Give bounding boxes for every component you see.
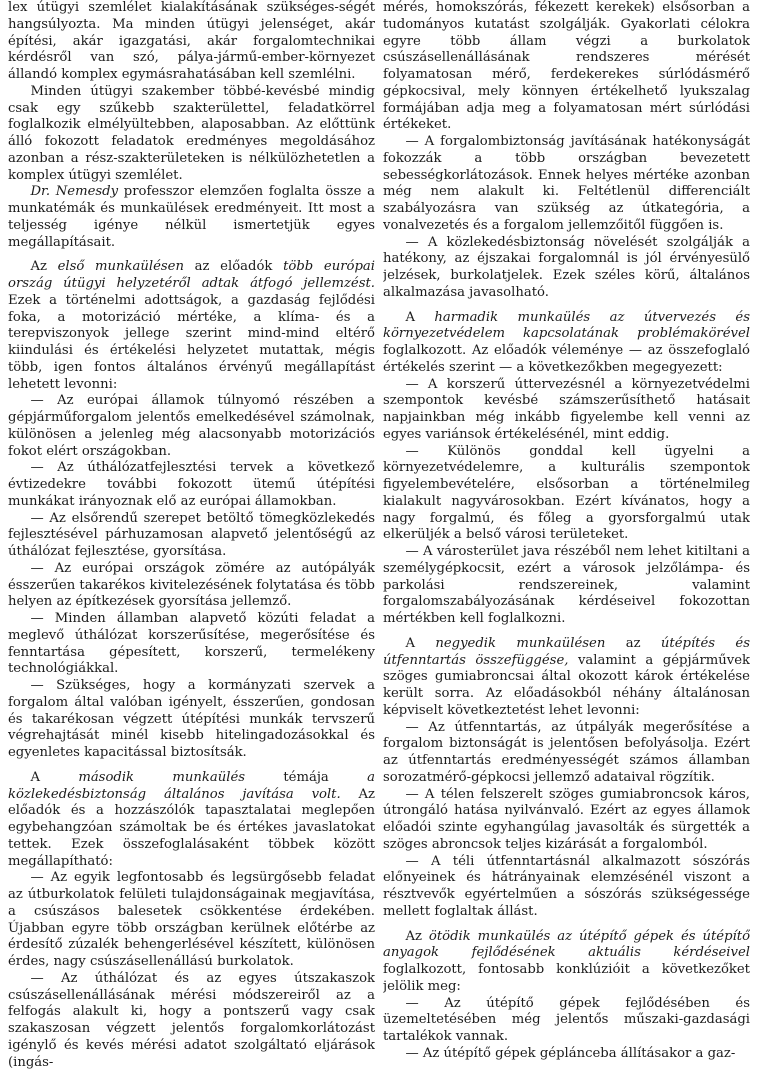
paragraph-text: Az: [405, 928, 429, 944]
emphasized-text: második munkaülés: [78, 769, 246, 785]
paragraph-text: Ezek a történelmi adottságok, a gazdaság fejlődési foka, a motorizáció mértéke, a klíma- és a terepviszonyok jellege szerint mind-mind eltérő kiindulási és értékelési helyzetet mutattak, mégis több, igen fontos általános érvényű megállapítást lehetett levonni:: [8, 292, 375, 392]
emphasized-text: útépítés és útfenntartás összefüggése,: [383, 635, 750, 668]
paragraph-text: — A városterület java részéből nem lehet kitiltani a személygépkocsit, ezért a városok jelzőlámpa- és parkolási rendszereinek, valamint forgalomszabályozásának kérdéseivel fokozottan mértékben kell foglalkozni.: [383, 544, 750, 626]
paragraph-text: lex útügyi szemlélet kialakításának szükséges-ségét hangsúlyozta. Ma minden útügyi jelenséget, akár építési, akár igazgatási, akár forgalomtechnikai kérdésről van szó, pálya-jármű-ember-környezet állandó komplex egymásrahatásában kell szemlélni.: [8, 0, 375, 82]
paragraph: [383, 310, 750, 377]
paragraph: [8, 393, 375, 460]
paragraph-text: — Az elsőrendű szerepet betöltő tömegközlekedés fejlesztésével párhuzamosan alapvető jelentőségű az úthálózat fejlesztése, gyorsítása.: [8, 510, 375, 559]
paragraph: [8, 259, 375, 393]
paragraph-text: — Szükséges, hogy a kormányzati szervek a forgalom által valóban igényelt, ésszerűen, gondosan és takarékosan végzett útépítési munkák tervszerű végrehajtását minél kisebb hitelingadozásokkal és egyenletes kapacitással biztosítsák.: [8, 678, 375, 760]
paragraph: [8, 0, 375, 84]
paragraph-text: — Az útépítő gépek fejlődésében és üzemeltetésében még jelentős műszaki-gazdasági tartalékok vannak.: [383, 995, 750, 1044]
paragraph-text: foglalkozott. Az előadók véleménye — az összefoglaló értékelés szerint — a következőkben megegyezett:: [383, 343, 750, 375]
paragraph-text: — Minden államban alapvető közúti feladat a meglevő úthálózat korszerűsítése, megerősítése és fenntartása gépesített, korszerű, termelékeny technológiákkal.: [8, 611, 375, 677]
paragraph: [383, 787, 750, 854]
paragraph: [383, 544, 750, 628]
paragraph-text: Az előadók és a hozzászólók tapasztalatai meglepően egybehangzóan számoltak be és értékes javaslatokat tettek. Ezek összefoglalásaként többek között megállapítható:: [8, 786, 375, 869]
paragraph: [8, 561, 375, 611]
text-column-right: [383, 0, 750, 1088]
paragraph-text: — Az úthálózatfejlesztési tervek a következő évtizedekre további fokozott ütemű útépítési munkákat irányoznak elő az európai államokban.: [8, 460, 375, 509]
paragraph: [8, 971, 375, 1072]
paragraph-text: A: [405, 635, 436, 651]
paragraph: [383, 134, 750, 235]
paragraph: [8, 870, 375, 971]
paragraph: [8, 678, 375, 762]
paragraph-text: professzor elemzően foglalta össze a munkatémák és munkaülések eredményeit. Itt most a teljesség igénye nélkül ismertetjük egyes megállapításait.: [8, 184, 375, 250]
paragraph-text: Minden útügyi szakember többé-kevésbé mindig csak egy szűkebb szakterülettel, feladatkörrel foglalkozik elmélyültebben, alaposabban. Az előttünk álló fokozott feladatok eredményes megoldásához azonban a rész-szakterületeken is nélkülözhetetlen a komplex útügyi szemlélet.: [8, 83, 375, 183]
emphasized-text: negyedik munkaülésen: [435, 635, 606, 651]
paragraph: [8, 184, 375, 251]
paragraph: [383, 1046, 750, 1063]
emphasized-text: ötödik munkaülés az útépítő gépek és útépítő anyagok fejlődésének aktuális kérdéseivel: [383, 928, 750, 961]
paragraph: [383, 0, 750, 134]
paragraph-text: A: [30, 769, 79, 785]
emphasized-text: harmadik munkaülés az útvervezés és környezetvédelem kapcsolatának problémakörével: [383, 309, 750, 342]
paragraph: [383, 377, 750, 444]
paragraph-text: A: [405, 309, 435, 325]
emphasized-text: több európai ország útügyi helyzetéről adtak átfogó jellemzést.: [8, 259, 375, 291]
paragraph: [383, 996, 750, 1046]
paragraph-text: — A télen felszerelt szöges gumiabroncsok káros, útrongáló hatása nyilvánvaló. Ezért az egyes államok előadói szinte egyhangúlag javasolták és sürgették a szöges abroncsok teljes kizárását a forgalomból.: [383, 786, 750, 852]
paragraph: [383, 854, 750, 921]
paragraph-text: — Az útfenntartás, az útpályák megerősítése a forgalom biztonságát is jelentősen befolyásolja. Ezért az útfenntartás eredményességét számos államban sorozatmérő-gépkocsi jellemző adataival rögzítik.: [383, 719, 750, 785]
paragraph: [8, 84, 375, 185]
paragraph: [8, 511, 375, 561]
paragraph-text: mérés, homokszórás, fékezett kerekek) elsősorban a tudományos kutatást szolgálják. Gyakorlati célokra egyre több állam végzi a burkolatok csúszásellenállásának rendszeres mérését folyamatosan mérő, ferdekerekes súrlódásmérő gépkocsival, mely könnyen értékelhető lyukszalag formájában adja meg a folyamatosan mért súrlódási értékeket.: [383, 0, 750, 133]
paragraph: [8, 611, 375, 678]
paragraph-text: — A közlekedésbiztonság növelését szolgálják a hatékony, az éjszakai forgalomnál is jól érvényesülő jelzések, burkolatjelek. Ezek széles körű, általános alkalmazása javasolható.: [383, 234, 750, 300]
paragraph: [8, 460, 375, 510]
paragraph-text: — Az úthálózat és az egyes útszakaszok csúszásellenállásának mérési módszereiről az a felfogás alakult ki, hogy a pontszerű vagy csak szakaszosan végzett jelentős forgalomkorlátozást igénylő és kevés mérési adatot szolgáltató eljárások (ingás-: [8, 970, 375, 1070]
paragraph-text: — Különös gonddal kell ügyelni a környezetvédelemre, a kulturális szempontok figyelembevételére, elsősorban a történelmileg kialakult nagyvárosokban. Ezért kívánatos, hogy a nagy forgalmú, és főleg a gyorsforgalmú utak elkerüljék a belső városi területeket.: [383, 443, 750, 543]
paragraph-text: — Az útépítő gépek géplánceba állításakor a gaz-: [405, 1045, 736, 1061]
paragraph-text: — A forgalombiztonság javításának hatékonyságát fokozzák a több országban bevezetett sebességkorlátozások. Ennek helyes mértéke azonban még nem alakult ki. Feltétlenül differenciált szabályozásra van szükség az útkategória, a vonalvezetés és a forgalom jellemzőitől függően is.: [383, 134, 750, 233]
paragraph-text: az: [605, 635, 661, 651]
paragraph-text: — Az európai országok zömére az autópályák ésszerűen takarékos kivitelezésének folytatása és több helyen az építkezések gyorsítása jellemző.: [8, 560, 375, 610]
paragraph-text: — Az egyik legfontosabb és legsürgősebb feladat az útburkolatok felületi tulajdonságainak megjavítása, a csúszásos balesetek csökkentése érdekében. Újabban egyre több országban kerülnek előtérbe az érdesítő zúzalék behengerlésével készített, különösen érdes, nagy csúszásellenállású burkolatok.: [8, 870, 375, 969]
paragraph-text: az előadók: [183, 259, 284, 275]
paragraph-text: valamint a gépjárművek szöges gumiabroncsai által okozott károk értékelése került sorra. Az előadásokból néhány általánosan képviselt következtetést lehet levonni:: [383, 652, 750, 718]
emphasized-text: a közlekedésbiztonság általános javítása volt.: [8, 769, 375, 802]
emphasized-text: Dr. Nemesdy: [30, 184, 119, 200]
paragraph-text: — A téli útfenntartásnál alkalmazott sószórás előnyeinek és hátrányainak elemzésénél viszont a résztvevők egyértelműen a sószórás szükségessége mellett foglaltak állást.: [383, 853, 750, 919]
paragraph-text: foglalkozott, fontosabb konklúzióit a következőket jelölik meg:: [383, 962, 750, 994]
paragraph: [383, 720, 750, 787]
paragraph: [383, 636, 750, 720]
paragraph: [383, 929, 750, 996]
paragraph: [383, 235, 750, 302]
paragraph-text: — A korszerű úttervezésnél a környezetvédelmi szempontok kevésbé számszerűsíthető hatásait napjainkban még inkább figyelembe kell venni az egyes variánsok értékelésénél, mint eddig.: [383, 376, 750, 442]
paragraph: [383, 444, 750, 545]
text-column-left: [8, 0, 375, 1088]
paragraph: [8, 770, 375, 871]
emphasized-text: első munkaülésen: [57, 259, 184, 275]
paragraph-text: — Az európai államok túlnyomó részében a gépjárműforgalom jelentős emelkedésével számolnak, különösen a jelenleg még alacsonyabb motorizációs fokot elért országokban.: [8, 393, 375, 459]
paragraph-text: Az: [30, 259, 58, 275]
paragraph-text: témája: [245, 769, 368, 785]
